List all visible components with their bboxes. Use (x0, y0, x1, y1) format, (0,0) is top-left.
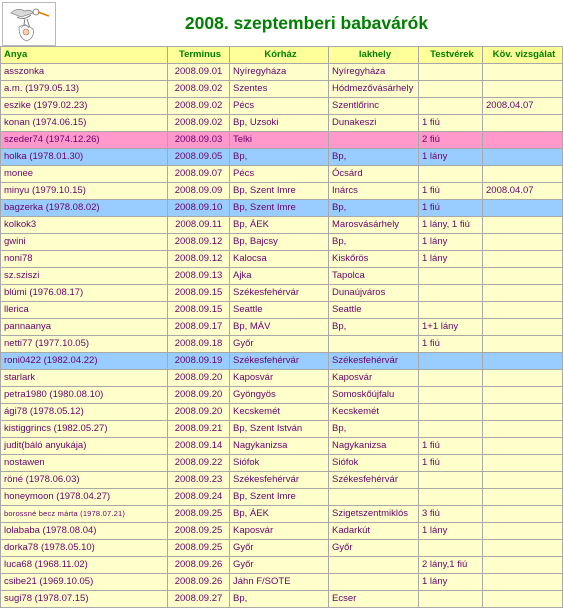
table-row (1, 472, 563, 489)
table-row (1, 387, 563, 404)
cell-terminus[interactable]: 2008.09.11 (168, 217, 230, 234)
cell-testverek[interactable]: 1 lány (419, 523, 483, 540)
cell-anya[interactable]: borossné becz márta (1978.07.21) (1, 506, 168, 523)
cell-anya[interactable]: llerica (1, 302, 168, 319)
cell-anya[interactable]: ági78 (1978.05.12) (1, 404, 168, 421)
cell-testverek[interactable]: 2 fiú (419, 132, 483, 149)
table-row (1, 115, 563, 132)
table-row (1, 302, 563, 319)
cell-anya[interactable]: honeymoon (1978.04.27) (1, 489, 168, 506)
cell-anya[interactable]: holka (1978.01.30) (1, 149, 168, 166)
table-row (1, 217, 563, 234)
cell-testverek[interactable]: 1 lány (419, 149, 483, 166)
cell-lakhely[interactable]: Kaposvár (329, 370, 419, 387)
cell-lakhely[interactable]: Somoskőújfalu (329, 387, 419, 404)
cell-lakhely[interactable]: Marosvásárhely (329, 217, 419, 234)
cell-anya[interactable]: szeder74 (1974.12.26) (1, 132, 168, 149)
cell-testverek[interactable] (419, 268, 483, 285)
cell-korhaz[interactable]: Nagykanizsa (230, 438, 329, 455)
cell-testverek[interactable] (419, 98, 483, 115)
cell-terminus[interactable]: 2008.09.09 (168, 183, 230, 200)
table-row (1, 132, 563, 149)
cell-testverek[interactable] (419, 285, 483, 302)
table-row (1, 489, 563, 506)
cell-anya[interactable]: sugi78 (1978.07.15) (1, 591, 168, 608)
cell-anya[interactable]: eszike (1979.02.23) (1, 98, 168, 115)
cell-testverek[interactable] (419, 302, 483, 319)
cell-korhaz[interactable]: Kaposvár (230, 370, 329, 387)
cell-lakhely[interactable]: Dunakeszi (329, 115, 419, 132)
cell-terminus[interactable]: 2008.09.20 (168, 387, 230, 404)
cell-anya[interactable]: blúmi (1976.08.17) (1, 285, 168, 302)
cell-testverek[interactable] (419, 81, 483, 98)
table-row (1, 251, 563, 268)
cell-terminus[interactable]: 2008.09.03 (168, 132, 230, 149)
cell-korhaz[interactable]: Kaposvár (230, 523, 329, 540)
cell-testverek[interactable]: 1 lány (419, 234, 483, 251)
cell-kov-vizsgalat[interactable] (483, 64, 563, 81)
table-row (1, 149, 563, 166)
cell-anya[interactable]: pannaanya (1, 319, 168, 336)
cell-lakhely[interactable] (329, 557, 419, 574)
page-title: 2008. szeptemberi babavárók (184, 13, 429, 33)
table-row (1, 234, 563, 251)
table-row (1, 166, 563, 183)
column-header-kov-vizsgalat[interactable]: Köv. vizsgálat (483, 47, 563, 64)
cell-kov-vizsgalat[interactable] (483, 81, 563, 98)
cell-terminus[interactable]: 2008.09.26 (168, 557, 230, 574)
cell-kov-vizsgalat[interactable] (483, 540, 563, 557)
cell-korhaz[interactable]: Seattle (230, 302, 329, 319)
cell-lakhely[interactable]: Nagykanizsa (329, 438, 419, 455)
cell-lakhely[interactable]: Dunaújváros (329, 285, 419, 302)
cell-testverek[interactable] (419, 387, 483, 404)
cell-lakhely[interactable]: Kadarkút (329, 523, 419, 540)
table-row (1, 438, 563, 455)
cell-terminus[interactable]: 2008.09.15 (168, 302, 230, 319)
cell-testverek[interactable] (419, 166, 483, 183)
cell-korhaz[interactable]: Bp, (230, 149, 329, 166)
table-row (1, 557, 563, 574)
cell-kov-vizsgalat[interactable] (483, 557, 563, 574)
cell-lakhely[interactable] (329, 489, 419, 506)
cell-kov-vizsgalat[interactable] (483, 285, 563, 302)
cell-lakhely[interactable]: Győr (329, 540, 419, 557)
cell-terminus[interactable]: 2008.09.25 (168, 540, 230, 557)
table-row (1, 183, 563, 200)
cell-anya[interactable]: röné (1978.06.03) (1, 472, 168, 489)
cell-korhaz[interactable]: Bp, Szent István (230, 421, 329, 438)
table-row (1, 574, 563, 591)
cell-lakhely[interactable]: Ócsárd (329, 166, 419, 183)
table-body (1, 64, 563, 608)
cell-lakhely[interactable]: Bp, (329, 200, 419, 217)
cell-korhaz[interactable]: Bp, ÁEK (230, 506, 329, 523)
cell-anya[interactable]: starlark (1, 370, 168, 387)
cell-testverek[interactable] (419, 421, 483, 438)
cell-lakhely[interactable]: Székesfehérvár (329, 472, 419, 489)
cell-terminus[interactable]: 2008.09.15 (168, 285, 230, 302)
cell-terminus[interactable]: 2008.09.19 (168, 353, 230, 370)
cell-lakhely[interactable] (329, 574, 419, 591)
cell-lakhely[interactable]: Szigetszentmiklós (329, 506, 419, 523)
cell-korhaz[interactable]: Kalocsa (230, 251, 329, 268)
cell-testverek[interactable] (419, 591, 483, 608)
cell-testverek[interactable]: 1 fiú (419, 200, 483, 217)
cell-kov-vizsgalat[interactable] (483, 370, 563, 387)
cell-lakhely[interactable]: Inárcs (329, 183, 419, 200)
table-row (1, 421, 563, 438)
cell-anya[interactable]: petra1980 (1980.08.10) (1, 387, 168, 404)
table-row (1, 404, 563, 421)
cell-terminus[interactable]: 2008.09.25 (168, 506, 230, 523)
cell-korhaz[interactable]: Kecskemét (230, 404, 329, 421)
table-row (1, 98, 563, 115)
cell-terminus[interactable]: 2008.09.26 (168, 574, 230, 591)
data-table (0, 46, 563, 608)
cell-terminus[interactable]: 2008.09.12 (168, 234, 230, 251)
cell-anya[interactable]: noni78 (1, 251, 168, 268)
cell-terminus[interactable]: 2008.09.18 (168, 336, 230, 353)
cell-terminus[interactable]: 2008.09.12 (168, 251, 230, 268)
cell-kov-vizsgalat[interactable] (483, 523, 563, 540)
cell-anya[interactable]: lolababa (1978.08.04) (1, 523, 168, 540)
cell-korhaz[interactable]: Bp, Szent Imre (230, 200, 329, 217)
cell-lakhely[interactable]: Bp, (329, 234, 419, 251)
cell-kov-vizsgalat[interactable] (483, 149, 563, 166)
cell-korhaz[interactable]: Bp, Bajcsy (230, 234, 329, 251)
cell-korhaz[interactable]: Szentes (230, 81, 329, 98)
cell-testverek[interactable]: 1 fiú (419, 336, 483, 353)
cell-anya[interactable]: roni0422 (1982.04.22) (1, 353, 168, 370)
cell-kov-vizsgalat[interactable] (483, 268, 563, 285)
table-row (1, 64, 563, 81)
table-row (1, 540, 563, 557)
column-header-testverek[interactable]: Testvérek (419, 47, 483, 64)
cell-kov-vizsgalat[interactable] (483, 166, 563, 183)
cell-anya[interactable]: konan (1974.06.15) (1, 115, 168, 132)
cell-kov-vizsgalat[interactable] (483, 591, 563, 608)
cell-korhaz[interactable]: Székesfehérvár (230, 285, 329, 302)
cell-terminus[interactable]: 2008.09.20 (168, 370, 230, 387)
cell-lakhely[interactable]: Siófok (329, 455, 419, 472)
cell-lakhely[interactable]: Bp, (329, 319, 419, 336)
cell-kov-vizsgalat[interactable]: 2008.04.07 (483, 98, 563, 115)
cell-kov-vizsgalat[interactable] (483, 115, 563, 132)
cell-korhaz[interactable]: Pécs (230, 98, 329, 115)
cell-testverek[interactable]: 1 lány, 1 fiú (419, 217, 483, 234)
cell-kov-vizsgalat[interactable]: 2008.04.07 (483, 183, 563, 200)
cell-terminus[interactable]: 2008.09.02 (168, 81, 230, 98)
cell-anya[interactable]: bagzerka (1978.08.02) (1, 200, 168, 217)
cell-testverek[interactable] (419, 404, 483, 421)
cell-anya[interactable]: monee (1, 166, 168, 183)
column-header-korhaz[interactable]: Kórház (230, 47, 329, 64)
cell-anya[interactable]: kistiggrincs (1982.05.27) (1, 421, 168, 438)
table-row (1, 353, 563, 370)
cell-lakhely[interactable] (329, 132, 419, 149)
cell-terminus[interactable]: 2008.09.07 (168, 166, 230, 183)
cell-lakhely[interactable]: Ecser (329, 591, 419, 608)
cell-anya[interactable]: judit(báló anyukája) (1, 438, 168, 455)
cell-testverek[interactable] (419, 353, 483, 370)
cell-korhaz[interactable]: Ajka (230, 268, 329, 285)
cell-terminus[interactable]: 2008.09.05 (168, 149, 230, 166)
table-row (1, 285, 563, 302)
cell-korhaz[interactable]: Telki (230, 132, 329, 149)
cell-korhaz[interactable]: Székesfehérvár (230, 472, 329, 489)
cell-terminus[interactable]: 2008.09.21 (168, 421, 230, 438)
cell-korhaz[interactable]: Bp, (230, 591, 329, 608)
cell-kov-vizsgalat[interactable] (483, 302, 563, 319)
cell-korhaz[interactable]: Nyíregyháza (230, 64, 329, 81)
cell-terminus[interactable]: 2008.09.10 (168, 200, 230, 217)
cell-anya[interactable]: dorka78 (1978.05.10) (1, 540, 168, 557)
column-header-anya[interactable]: Anya (1, 47, 168, 64)
cell-testverek[interactable]: 1 fiú (419, 455, 483, 472)
cell-lakhely[interactable] (329, 336, 419, 353)
table-row (1, 591, 563, 608)
cell-anya[interactable]: nostawen (1, 455, 168, 472)
cell-testverek[interactable]: 1 fiú (419, 183, 483, 200)
table-row (1, 200, 563, 217)
cell-anya[interactable]: asszonka (1, 64, 168, 81)
cell-anya[interactable]: gwini (1, 234, 168, 251)
cell-kov-vizsgalat[interactable] (483, 200, 563, 217)
cell-anya[interactable]: luca68 (1968.11.02) (1, 557, 168, 574)
cell-korhaz[interactable]: Jáhn F/SOTE (230, 574, 329, 591)
cell-kov-vizsgalat[interactable] (483, 421, 563, 438)
cell-anya[interactable]: csibe21 (1969.10.05) (1, 574, 168, 591)
cell-terminus[interactable]: 2008.09.25 (168, 523, 230, 540)
cell-testverek[interactable] (419, 540, 483, 557)
cell-anya[interactable]: netti77 (1977.10.05) (1, 336, 168, 353)
column-header-terminus[interactable]: Terminus (168, 47, 230, 64)
cell-lakhely[interactable]: Seattle (329, 302, 419, 319)
cell-terminus[interactable]: 2008.09.02 (168, 115, 230, 132)
cell-anya[interactable]: sz.sziszi (1, 268, 168, 285)
column-header-lakhely[interactable]: lakhely (329, 47, 419, 64)
cell-lakhely[interactable]: Kecskemét (329, 404, 419, 421)
cell-terminus[interactable]: 2008.09.24 (168, 489, 230, 506)
cell-kov-vizsgalat[interactable] (483, 319, 563, 336)
cell-lakhely[interactable]: Bp, (329, 421, 419, 438)
cell-terminus[interactable]: 2008.09.14 (168, 438, 230, 455)
cell-lakhely[interactable]: Tapolca (329, 268, 419, 285)
table-row (1, 370, 563, 387)
table-row (1, 336, 563, 353)
table-row (1, 455, 563, 472)
cell-testverek[interactable] (419, 370, 483, 387)
cell-anya[interactable]: a.m. (1979.05.13) (1, 81, 168, 98)
cell-kov-vizsgalat[interactable] (483, 489, 563, 506)
cell-testverek[interactable]: 1 fiú (419, 115, 483, 132)
cell-korhaz[interactable]: Gyöngyös (230, 387, 329, 404)
cell-lakhely[interactable]: Bp, (329, 149, 419, 166)
cell-terminus[interactable]: 2008.09.27 (168, 591, 230, 608)
cell-testverek[interactable]: 1 fiú (419, 438, 483, 455)
cell-terminus[interactable]: 2008.09.13 (168, 268, 230, 285)
cell-testverek[interactable]: 1 lány (419, 251, 483, 268)
cell-lakhely[interactable]: Nyíregyháza (329, 64, 419, 81)
cell-terminus[interactable]: 2008.09.22 (168, 455, 230, 472)
cell-kov-vizsgalat[interactable] (483, 574, 563, 591)
table-row (1, 81, 563, 98)
cell-testverek[interactable] (419, 64, 483, 81)
cell-korhaz[interactable]: Pécs (230, 166, 329, 183)
cell-kov-vizsgalat[interactable] (483, 217, 563, 234)
cell-kov-vizsgalat[interactable] (483, 353, 563, 370)
cell-kov-vizsgalat[interactable] (483, 455, 563, 472)
table-row (1, 523, 563, 540)
cell-terminus[interactable]: 2008.09.01 (168, 64, 230, 81)
table-row (1, 319, 563, 336)
cell-kov-vizsgalat[interactable] (483, 438, 563, 455)
cell-kov-vizsgalat[interactable] (483, 472, 563, 489)
cell-korhaz[interactable]: Győr (230, 557, 329, 574)
cell-testverek[interactable] (419, 472, 483, 489)
cell-korhaz[interactable]: Bp, ÁEK (230, 217, 329, 234)
table-row (1, 506, 563, 523)
cell-korhaz[interactable]: Győr (230, 540, 329, 557)
cell-anya[interactable]: kolkok3 (1, 217, 168, 234)
cell-kov-vizsgalat[interactable] (483, 336, 563, 353)
cell-testverek[interactable]: 1+1 lány (419, 319, 483, 336)
cell-testverek[interactable]: 1 lány (419, 574, 483, 591)
table-row (1, 268, 563, 285)
cell-terminus[interactable]: 2008.09.23 (168, 472, 230, 489)
cell-kov-vizsgalat[interactable] (483, 132, 563, 149)
cell-testverek[interactable]: 3 fiú (419, 506, 483, 523)
cell-terminus[interactable]: 2008.09.02 (168, 98, 230, 115)
cell-korhaz[interactable]: Székesfehérvár (230, 353, 329, 370)
cell-korhaz[interactable]: Siófok (230, 455, 329, 472)
cell-kov-vizsgalat[interactable] (483, 251, 563, 268)
cell-korhaz[interactable]: Bp, Uzsoki (230, 115, 329, 132)
cell-anya[interactable]: minyu (1979.10.15) (1, 183, 168, 200)
cell-testverek[interactable] (419, 489, 483, 506)
cell-lakhely[interactable]: Hódmezővásárhely (329, 81, 419, 98)
cell-korhaz[interactable]: Bp, Szent Imre (230, 489, 329, 506)
cell-kov-vizsgalat[interactable] (483, 506, 563, 523)
cell-korhaz[interactable]: Bp, MÁV (230, 319, 329, 336)
cell-korhaz[interactable]: Győr (230, 336, 329, 353)
cell-lakhely[interactable]: Székesfehérvár (329, 353, 419, 370)
cell-testverek[interactable]: 2 lány,1 fiú (419, 557, 483, 574)
cell-terminus[interactable]: 2008.09.20 (168, 404, 230, 421)
cell-lakhely[interactable]: Szentlőrinc (329, 98, 419, 115)
header-row (1, 47, 563, 64)
cell-lakhely[interactable]: Kiskőrös (329, 251, 419, 268)
cell-kov-vizsgalat[interactable] (483, 387, 563, 404)
cell-kov-vizsgalat[interactable] (483, 234, 563, 251)
cell-korhaz[interactable]: Bp, Szent Imre (230, 183, 329, 200)
cell-kov-vizsgalat[interactable] (483, 404, 563, 421)
cell-terminus[interactable]: 2008.09.17 (168, 319, 230, 336)
